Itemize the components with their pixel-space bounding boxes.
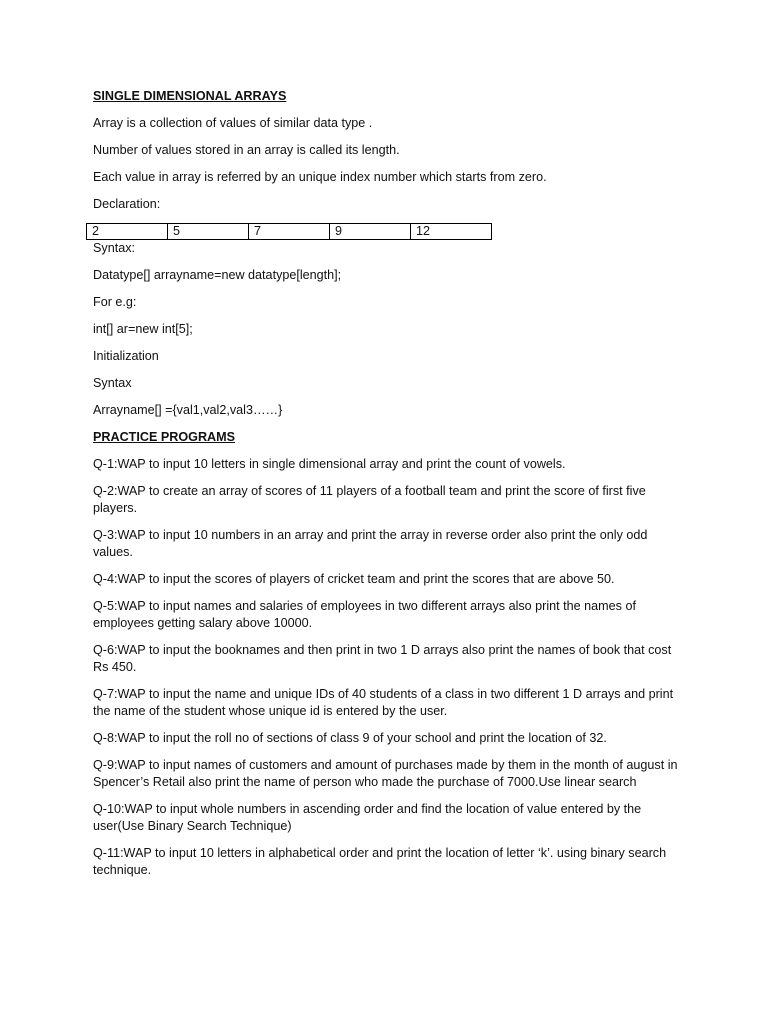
question-2: Q-2:WAP to create an array of scores of 11 players of a football team and print the score of first five players. [93,484,646,515]
array-cell: 9 [330,224,411,240]
question-4: Q-4:WAP to input the scores of players of cricket team and print the scores that are above 50. [93,572,615,586]
array-row [87,224,492,240]
intro-line-3: Each value in array is referred by an unique index number which starts from zero. [93,170,547,184]
question-1: Q-1:WAP to input 10 letters in single dimensional array and print the count of vowels. [93,457,566,471]
array-cell: 7 [249,224,330,240]
question-10: Q-10:WAP to input whole numbers in ascending order and find the location of value entered by the user(Use Binary Search Technique) [93,802,642,833]
practice-heading: PRACTICE PROGRAMS [93,430,236,444]
array-cell: 5 [168,224,249,240]
intro-line-2: Number of values stored in an array is called its length. [93,143,400,157]
array-example-table [86,223,492,240]
initialization-code: Arrayname[] ={val1,val2,val3……} [93,403,283,417]
array-cell: 12 [411,224,492,240]
question-11: Q-11:WAP to input 10 letters in alphabetical order and print the location of letter ‘k’. using binary search technique. [93,846,667,877]
declaration-label: Declaration: [93,197,161,211]
question-8: Q-8:WAP to input the roll no of sections of class 9 of your school and print the location of 32. [93,731,607,745]
question-7: Q-7:WAP to input the name and unique IDs of 40 students of a class in two different 1 D arrays and print the name of the student whose unique id is entered by the user. [93,687,674,718]
syntax-label-2: Syntax [93,376,132,390]
document-content [93,88,683,889]
example-label: For e.g: [93,295,137,309]
question-5: Q-5:WAP to input names and salaries of employees in two different arrays also print the names of employees getting salary above 10000. [93,599,636,630]
array-cell: 2 [87,224,168,240]
intro-line-1: Array is a collection of values of similar data type . [93,116,373,130]
initialization-label: Initialization [93,349,159,363]
example-code: int[] ar=new int[5]; [93,322,193,336]
section-heading: SINGLE DIMENSIONAL ARRAYS [93,89,287,103]
syntax-label: Syntax: [93,241,135,255]
syntax-declaration: Datatype[] arrayname=new datatype[length]; [93,268,342,282]
question-3: Q-3:WAP to input 10 numbers in an array and print the array in reverse order also print the only odd values. [93,528,648,559]
question-9: Q-9:WAP to input names of customers and amount of purchases made by them in the month of august in Spencer’s Retail also print the name of person who made the purchase of 7000.Use linear search [93,758,678,789]
question-6: Q-6:WAP to input the booknames and then print in two 1 D arrays also print the names of book that cost Rs 450. [93,643,672,674]
